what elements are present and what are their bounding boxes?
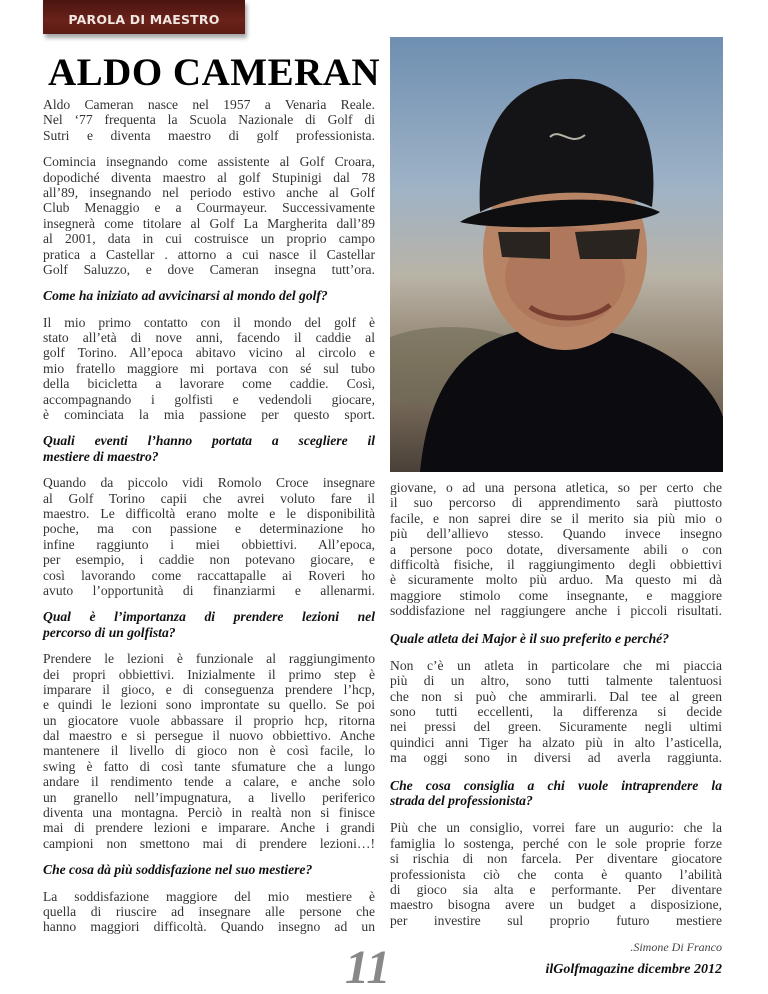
text-line: per investire sul proprio futuro mestiere <box>390 912 722 928</box>
author-signature: .Simone Di Franco <box>630 940 722 954</box>
paragraph <box>43 315 375 423</box>
text-line: è cominciata la mia passione per questo sport. <box>43 407 375 423</box>
text-line: famiglia lo sostenga, perché con le sole proprie forze <box>390 835 722 851</box>
text-line: un giocatore vuole abbassare il proprio hcp, ritorna <box>43 712 375 728</box>
text-line: poche, ma con passione e determinazione ho <box>43 521 375 537</box>
paragraph <box>390 658 722 766</box>
text-line: andare il rendimento tende a calare, e anche solo <box>43 774 375 790</box>
text-line: imparare il gioco, e di conseguenza prendere l’hcp, <box>43 681 375 697</box>
text-line: golf Torino. All’epoca abitavo vicino al circolo e <box>43 345 375 361</box>
text-line: un granello nell’impugnatura, a livello periferico <box>43 789 375 805</box>
text-line: dopodiché diventa maestro al golf Stupinigi dal 78 <box>43 169 375 185</box>
text-line: Sutri e diventa maestro di golf professionista. <box>43 127 375 143</box>
portrait-illustration <box>390 37 723 472</box>
page-number: 11 <box>345 941 391 994</box>
section-label: PAROLA DI MAESTRO <box>68 12 220 27</box>
text-line: facile, e non saprei dire se il merito sia più mio o <box>390 510 722 526</box>
text-line: Che cosa dà più soddisfazione nel suo mestiere? <box>43 862 313 878</box>
text-line: al Golf Torino capii che avrei voluto fare il <box>43 490 375 506</box>
interview-question <box>43 609 375 640</box>
text-line: pratica a Castellar . attorno a cui nasce il Castellar <box>43 246 375 262</box>
right-column <box>390 480 722 928</box>
text-line: quindici anni Tiger ha alzato più in alto l’asticella, <box>390 734 722 750</box>
text-line: giovane, o ad una persona atletica, so per certo che <box>390 480 722 495</box>
paragraph <box>43 475 375 598</box>
text-line: stato all’età di nove anni, facendo il caddie al <box>43 330 375 346</box>
text-line: percorso di un golfista? <box>43 624 176 640</box>
text-line: al 2001, data in cui costruisce un proprio campo <box>43 231 375 247</box>
text-line: difficoltà fisiche, il raggiungimento degli obbiettivi <box>390 556 722 572</box>
section-banner <box>43 0 245 34</box>
paragraph <box>43 97 375 143</box>
text-line: professionista ciò che conta è quanto l’abilità <box>390 866 722 882</box>
text-line: mai di prendere lezioni e imparare. Anche i grandi <box>43 820 375 836</box>
text-line: nei pressi del green. Sicuramente negli ultimi <box>390 719 722 735</box>
portrait-photo <box>390 37 723 472</box>
text-line: così lavorando come raccattapalle ai Roveri ho <box>43 567 375 583</box>
text-line: Quale atleta dei Major è il suo preferito e perché? <box>390 630 670 646</box>
text-line: quella di riuscire ad insegnare alle persone che <box>43 903 375 919</box>
text-line: infine raggiunto i miei obbiettivi. All’epoca, <box>43 536 375 552</box>
interview-question <box>43 862 375 877</box>
text-line: mio fratello maggiore mi portava con sé sul tubo <box>43 360 375 376</box>
text-line: insegnerà come titolare al Golf La Margherita dall’89 <box>43 215 375 231</box>
text-line: sono tutti eccellenti, la differenza si decide <box>390 704 722 720</box>
text-line: campioni non smettono mai di prendere lezioni…! <box>43 835 375 851</box>
text-line: per esempio, i caddie non potevano giocare, e <box>43 552 375 568</box>
text-line: maggiore stimolo come insegnante, e maggiore <box>390 587 722 603</box>
text-line: maestro. Le difficoltà erano molte e le disponibilità <box>43 505 375 521</box>
text-line: dei propri obbiettivi. Inizialmente il primo step è <box>43 666 375 682</box>
text-line: soddisfazione nel raggiungere anche i piccoli risultati. <box>390 603 722 619</box>
text-line: Golf Saluzzo, e dove Cameran insegna tutt’ora. <box>43 261 375 277</box>
text-line: Il mio primo contatto con il mondo del golf è <box>43 314 375 330</box>
text-line: Come ha iniziato ad avvicinarsi al mondo del golf? <box>43 288 328 304</box>
paragraph <box>390 480 722 619</box>
paragraph <box>43 154 375 277</box>
text-line: Club Menaggio e a Courmayeur. Successivamente <box>43 200 375 216</box>
interview-question <box>390 631 722 646</box>
text-line: Nel ‘77 frequenta la Scuola Nazionale di Golf di <box>43 112 375 128</box>
text-line: strada del professionista? <box>390 793 533 809</box>
article-title: ALDO CAMERAN <box>48 51 381 94</box>
interview-question <box>390 778 722 809</box>
text-line: della bicicletta a lavorare come caddie. Così, <box>43 376 375 392</box>
magazine-footer: ilGolfmagazine dicembre 2012 <box>545 962 722 977</box>
text-line: all’89, insegnando nel periodo estivo anche al Golf <box>43 184 375 200</box>
interview-question <box>43 433 375 464</box>
text-line: Comincia insegnando come assistente al Golf Croara, <box>43 154 375 170</box>
paragraph <box>43 651 375 851</box>
text-line: a persone poco dotate, diversamente abili o con <box>390 541 722 557</box>
text-line: Più che un consiglio, vorrei fare un augurio: che la <box>390 820 722 836</box>
text-line: dal maestro e si persegue il nuovo obbiettivo. Anche <box>43 728 375 744</box>
text-line: maestro bisogna avere un budget a disposizione, <box>390 897 722 913</box>
text-line: Non c’è un atleta in particolare che mi piaccia <box>390 657 722 673</box>
text-line: Che cosa consiglia a chi vuole intraprendere la <box>390 777 722 793</box>
text-line: hanno maggiori difficoltà. Quando insegno ad un <box>43 919 375 935</box>
paragraph <box>43 889 375 935</box>
text-line: ma oggi sono in diversi ad averla raggiunta. <box>390 750 722 766</box>
text-line: più di un altro, sono tutti talmente talentuosi <box>390 673 722 689</box>
text-line: mestiere di maestro? <box>43 448 159 464</box>
text-line: più dell’allievo stesso. Quando invece insegno <box>390 526 722 542</box>
text-line: di gioco sia alta e performante. Per diventare <box>390 881 722 897</box>
left-column <box>43 97 375 935</box>
text-line: Quando da piccolo vidi Romolo Croce insegnare <box>43 475 375 491</box>
text-line: Qual è l’importanza di prendere lezioni nel <box>43 609 375 625</box>
paragraph <box>390 820 722 928</box>
text-line: Prendere le lezioni è funzionale al raggiungimento <box>43 651 375 667</box>
text-line: che non si può che ammirarli. Dal tee al green <box>390 688 722 704</box>
text-line: diventa una montagna. Perciò in realtà non si finisce <box>43 805 375 821</box>
text-line: mantenere il livello di gioco non è così facile, lo <box>43 743 375 759</box>
text-line: e quindi le lezioni sono improntate su quello. Se poi <box>43 697 375 713</box>
text-line: si rischia di non farcela. Per diventare giocatore <box>390 851 722 867</box>
text-line: il suo percorso di apprendimento sarà piuttosto <box>390 495 722 511</box>
text-line: avuto l’opportunità di finanziarmi e allenarmi. <box>43 582 375 598</box>
text-line: è sicuramente molto più arduo. Ma questo mi dà <box>390 572 722 588</box>
interview-question <box>43 288 375 303</box>
text-line: swing è fatto di così tante sfumature che a lungo <box>43 758 375 774</box>
text-line: accompagnando i golfisti e vedendoli giocare, <box>43 391 375 407</box>
text-line: La soddisfazione maggiore del mio mestiere è <box>43 888 375 904</box>
text-line: Aldo Cameran nasce nel 1957 a Venaria Reale. <box>43 97 375 112</box>
text-line: Quali eventi l’hanno portata a scegliere il <box>43 433 375 449</box>
